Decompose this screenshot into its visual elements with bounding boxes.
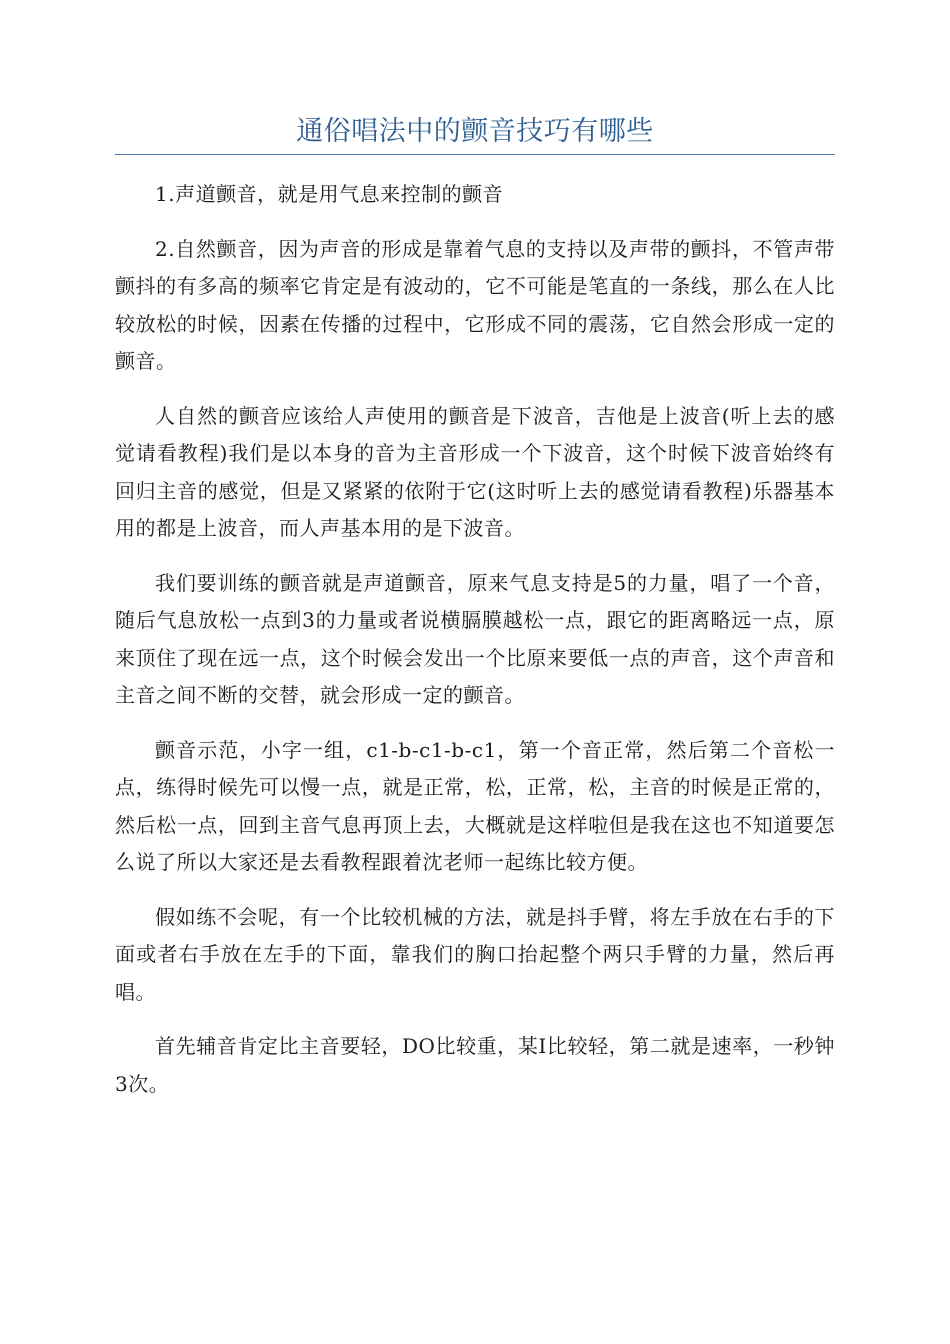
paragraph-2: 2.自然颤音，因为声音的形成是靠着气息的支持以及声带的颤抖，不管声带颤抖的有多高的频率它肯定是有波动的，它不可能是笔直的一条线，那么在人比较放松的时候，因素在传播的过程中，它形成不同的震荡，它自然会形成一定的颤音。 bbox=[115, 236, 835, 373]
document-body bbox=[115, 176, 835, 1120]
document-title: 通俗唱法中的颤音技巧有哪些 bbox=[296, 116, 654, 147]
paragraph-3: 人自然的颤音应该给人声使用的颤音是下波音，吉他是上波音(听上去的感觉请看教程)我们是以本身的音为主音形成一个下波音，这个时候下波音始终有回归主音的感觉，但是又紧紧的依附于它(这时听上去的感觉请看教程)乐器基本用的都是上波音，而人声基本用的是下波音。 bbox=[115, 403, 835, 540]
paragraph-6: 假如练不会呢，有一个比较机械的方法，就是抖手臂，将左手放在右手的下面或者右手放在左手的下面，靠我们的胸口抬起整个两只手臂的力量，然后再唱。 bbox=[115, 904, 835, 1004]
paragraph-5: 颤音示范，小字一组，c1-b-c1-b-c1，第一个音正常，然后第二个音松一点，练得时候先可以慢一点，就是正常，松，正常，松，主音的时候是正常的，然后松一点，回到主音气息再顶上去，大概就是这样啦但是我在这也不知道要怎么说了所以大家还是去看教程跟着沈老师一起练比较方便。 bbox=[115, 737, 835, 874]
paragraph-7: 首先辅音肯定比主音要轻，DO比较重，某I比较轻，第二就是速率，一秒钟3次。 bbox=[115, 1034, 835, 1096]
paragraph-4: 我们要训练的颤音就是声道颤音，原来气息支持是5的力量，唱了一个音，随后气息放松一点到3的力量或者说横膈膜越松一点，跟它的距离略远一点，原来顶住了现在远一点，这个时候会发出一个比原来要低一点的声音，这个声音和主音之间不断的交替，就会形成一定的颤音。 bbox=[115, 570, 835, 707]
title-underline bbox=[115, 154, 835, 155]
paragraph-1: 1.声道颤音，就是用气息来控制的颤音 bbox=[155, 182, 504, 206]
